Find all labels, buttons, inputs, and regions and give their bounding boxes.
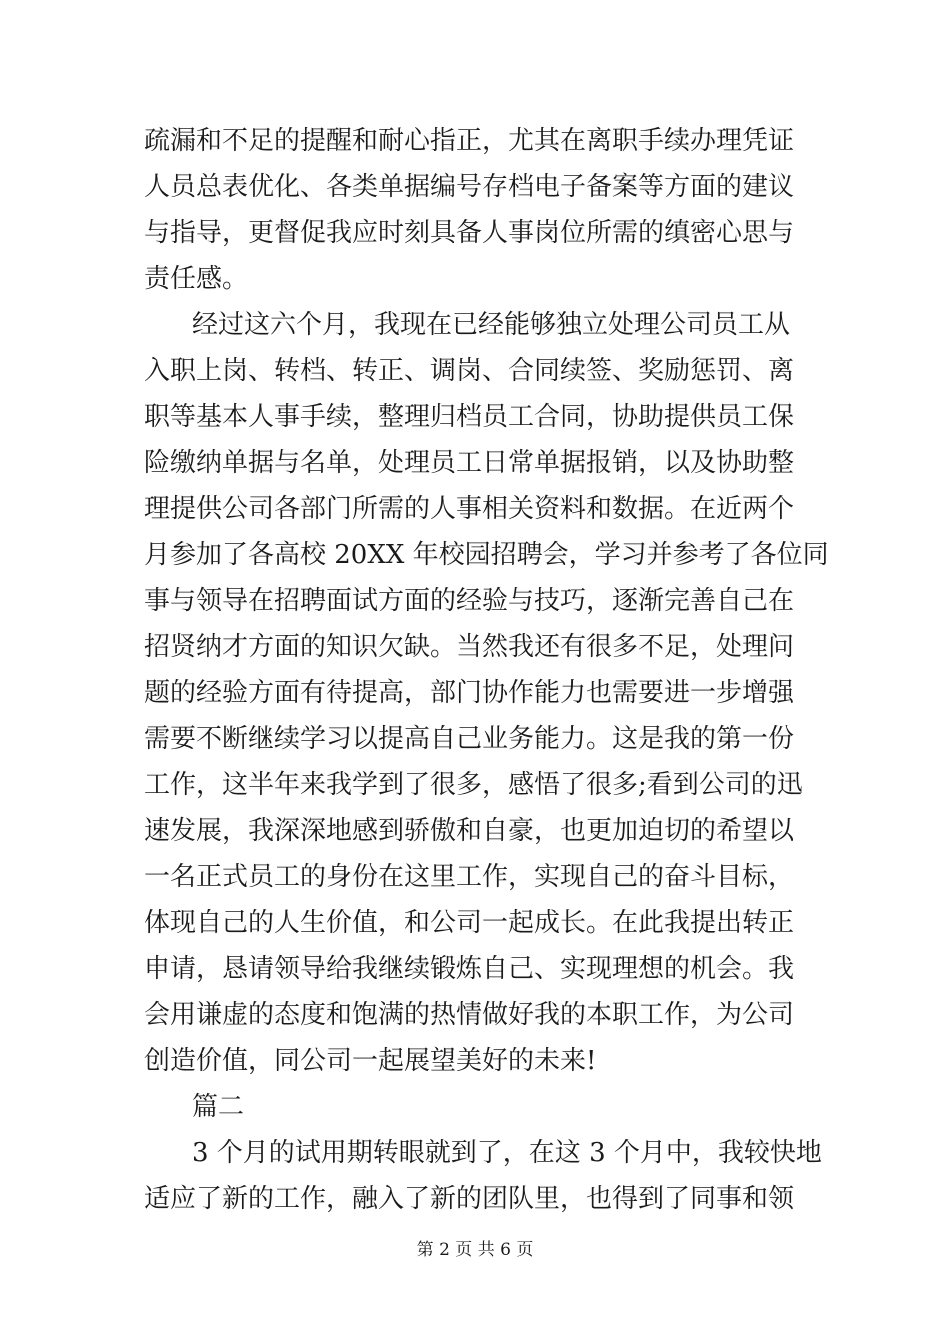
text-line: 体现自己的人生价值，和公司一起成长。在此我提出转正	[144, 908, 795, 938]
text-line: 需要不断继续学习以提高自己业务能力。这是我的第一份	[144, 724, 795, 754]
text-line: 经过这六个月，我现在已经能够独立处理公司员工从	[192, 310, 791, 340]
text-line: 入职上岗、转档、转正、调岗、合同续签、奖励惩罚、离	[144, 356, 795, 386]
text-line: 责任感。	[144, 264, 249, 294]
text-line: 速发展，我深深地感到骄傲和自豪，也更加迫切的希望以	[144, 816, 795, 846]
text-line: 一名正式员工的身份在这里工作，实现自己的奋斗目标，	[144, 862, 795, 892]
text-line: 申请，恳请领导给我继续锻炼自己、实现理想的机会。我	[144, 954, 795, 984]
text-line: 会用谦虚的态度和饱满的热情做好我的本职工作，为公司	[144, 1000, 795, 1030]
text-line: 人员总表优化、各类单据编号存档电子备案等方面的建议	[144, 172, 795, 202]
text-line: 工作，这半年来我学到了很多，感悟了很多;看到公司的迅	[144, 770, 803, 800]
text-line: 理提供公司各部门所需的人事相关资料和数据。在近两个	[144, 494, 795, 524]
text-line: 创造价值，同公司一起展望美好的未来!	[144, 1046, 597, 1076]
text-line: 篇二	[192, 1092, 245, 1122]
text-line: 事与领导在招聘面试方面的经验与技巧，逐渐完善自己在	[144, 586, 795, 616]
text-line: 险缴纳单据与名单，处理员工日常单据报销，以及协助整	[144, 448, 795, 478]
text-line: 职等基本人事手续，整理归档员工合同，协助提供员工保	[144, 402, 795, 432]
text-line: 题的经验方面有待提高，部门协作能力也需要进一步增强	[144, 678, 795, 708]
text-line: 月参加了各高校 20XX 年校园招聘会，学习并参考了各位同	[144, 540, 829, 570]
text-line: 3 个月的试用期转眼就到了，在这 3 个月中，我较快地	[192, 1138, 822, 1168]
document-body	[144, 118, 829, 1222]
text-line: 招贤纳才方面的知识欠缺。当然我还有很多不足，处理问	[144, 632, 795, 662]
text-line: 适应了新的工作，融入了新的团队里，也得到了同事和领	[144, 1184, 795, 1214]
text-line: 疏漏和不足的提醒和耐心指正，尤其在离职手续办理凭证	[144, 126, 795, 156]
text-line: 与指导，更督促我应时刻具备人事岗位所需的缜密心思与	[144, 218, 795, 248]
page-footer: 第 2 页 共 6 页	[416, 1240, 534, 1260]
